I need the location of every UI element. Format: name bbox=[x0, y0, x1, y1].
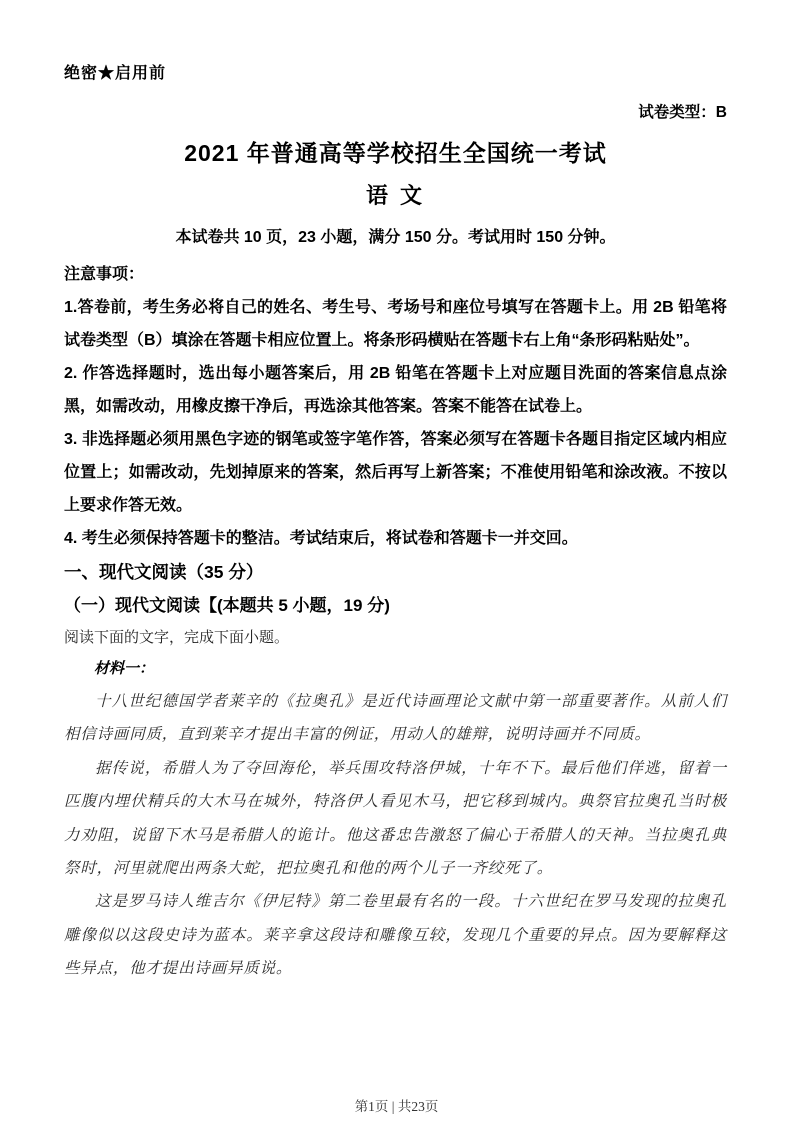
classification-label: 绝密★启用前 bbox=[64, 65, 167, 82]
reading-instruction: 阅读下面的文字，完成下面小题。 bbox=[64, 630, 290, 646]
material-paragraph-2: 据传说，希腊人为了夺回海伦，举兵围攻特洛伊城，十年不下。最后他们佯逃，留着一匹腹内埋伏精兵的大木马在城外，特洛伊人看见木马，把它移到城内。典祭官拉奥孔当时极力劝阻，说留下木马是希腊人的诡计。他这番忠告激怒了偏心于希腊人的天神。当拉奥孔典祭时，河里就爬出两条大蛇，把拉奥孔和他的两个儿子一齐绞死了。 bbox=[64, 758, 727, 878]
material-body bbox=[64, 685, 727, 986]
exam-info-line: 本试卷共 10 页，23 小题，满分 150 分。考试用时 150 分钟。 bbox=[175, 229, 616, 246]
exam-title: 2021 年普通高等学校招生全国统一考试 bbox=[184, 140, 607, 166]
subject-title: 语 文 bbox=[365, 183, 426, 208]
paper-type-label: 试卷类型：B bbox=[638, 104, 727, 121]
notice-item-4: 4. 考生必须保持答题卡的整洁。考试结束后，将试卷和答题卡一并交回。 bbox=[64, 530, 578, 547]
notice-item-1: 1.答卷前，考生务必将自己的姓名、考生号、考场号和座位号填写在答题卡上。用 2B 铅笔将试卷类型（B）填涂在答题卡相应位置上。将条形码横贴在答题卡右上角“条形码粘贴处”。 bbox=[64, 299, 727, 349]
page-number-footer: 第1页 | 共23页 bbox=[354, 1099, 439, 1114]
material-paragraph-1: 十八世纪德国学者莱辛的《拉奥孔》是近代诗画理论文献中第一部重要著作。从前人们相信诗画同质，直到莱辛才提出丰富的例证，用动人的雄辩，说明诗画并不同质。 bbox=[64, 692, 727, 744]
material-label: 材料一： bbox=[94, 661, 155, 677]
section-heading: 一、现代文阅读（35 分） bbox=[64, 562, 264, 582]
notice-item-3: 3. 非选择题必须用黑色字迹的钢笔或签字笔作答，答案必须写在答题卡各题目指定区域内相应位置上；如需改动，先划掉原来的答案，然后再写上新答案；不准使用铅笔和涂改液。不按以上要求作答无效。 bbox=[64, 431, 727, 514]
notices-block bbox=[64, 258, 727, 555]
material-paragraph-3: 这是罗马诗人维吉尔《伊尼特》第二卷里最有名的一段。十六世纪在罗马发现的拉奥孔雕像似以这段史诗为蓝本。莱辛拿这段诗和雕像互较，发现几个重要的异点。因为要解释这些异点，他才提出诗画异质说。 bbox=[64, 892, 727, 978]
notice-heading: 注意事项： bbox=[64, 266, 145, 283]
subsection-heading: （一）现代文阅读【(本题共 5 小题，19 分) bbox=[64, 596, 390, 615]
notice-item-2: 2. 作答选择题时，选出每小题答案后，用 2B 铅笔在答题卡上对应题目洗面的答案信息点涂黑，如需改动，用橡皮擦干净后，再选涂其他答案。答案不能答在试卷上。 bbox=[64, 365, 727, 415]
